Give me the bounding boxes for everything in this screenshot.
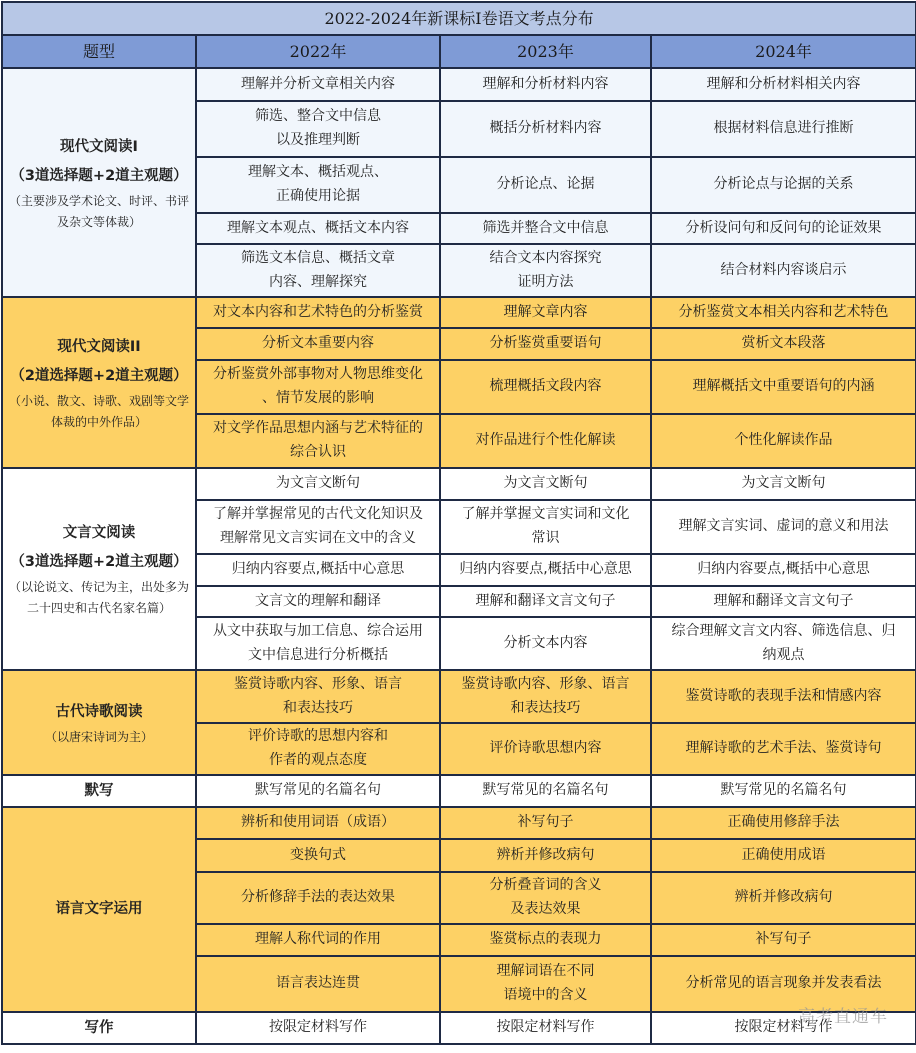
cell-2023: 按限定材料写作: [440, 1012, 651, 1044]
cell-2024: 理解概括文中重要语句的内涵: [651, 360, 916, 414]
category-name: 现代文阅读I: [60, 138, 138, 155]
cell-2024: 按限定材料写作: [651, 1012, 916, 1044]
table-row: [2, 670, 916, 723]
cell-2022: 辨析和使用词语（成语）: [196, 807, 440, 839]
cell-2023: 筛选并整合文中信息: [440, 213, 651, 244]
exam-distribution-table-wrapper: [1, 1, 915, 1045]
cell-2024: 赏析文本段落: [651, 328, 916, 360]
cell-2024: 正确使用成语: [651, 839, 916, 872]
category-name: 语言文字运用: [55, 901, 143, 917]
cell-2024: 正确使用修辞手法: [651, 807, 916, 839]
cell-2024: 根据材料信息进行推断: [651, 101, 916, 157]
cell-2024: 综合理解文言文内容、筛选信息、归 纳观点: [651, 617, 916, 670]
category-name: 现代文阅读II: [57, 338, 141, 355]
cell-2022: 理解并分析文章相关内容: [196, 68, 440, 101]
cell-2022: 鉴赏诗歌内容、形象、语言 和表达技巧: [196, 670, 440, 723]
cell-2024: 分析设问句和反问句的论证效果: [651, 213, 916, 244]
cell-2022: 按限定材料写作: [196, 1012, 440, 1044]
cell-2023: 分析叠音词的含义 及表达效果: [440, 872, 651, 924]
cell-2023: 结合文本内容探究 证明方法: [440, 244, 651, 297]
category-note: （以论说文、传记为主，出处多为二十四史和古代名家名篇）: [9, 580, 190, 615]
cell-2024: 理解文言实词、虚词的意义和用法: [651, 500, 916, 554]
cell-2023: 为文言文断句: [440, 468, 651, 500]
cell-2022: 分析鉴赏外部事物对人物思维变化 、情节发展的影响: [196, 360, 440, 414]
cell-2024: 辨析并修改病句: [651, 872, 916, 924]
cell-2023: 理解和翻译文言文句子: [440, 586, 651, 617]
cell-2024: 理解诗歌的艺术手法、鉴赏诗句: [651, 723, 916, 775]
cell-2024: 归纳内容要点,概括中心意思: [651, 554, 916, 586]
category-name: 古代诗歌阅读: [55, 703, 143, 720]
category-cell: [2, 297, 196, 468]
cell-2023: 了解并掌握文言实词和文化 常识: [440, 500, 651, 554]
category-cell: [2, 775, 196, 807]
cell-2023: 评价诗歌思想内容: [440, 723, 651, 775]
cell-2022: 评价诗歌的思想内容和 作者的观点态度: [196, 723, 440, 775]
cell-2022: 理解文本观点、概括文本内容: [196, 213, 440, 244]
table-row: [2, 775, 916, 807]
cell-2023: 理解词语在不同 语境中的含义: [440, 956, 651, 1012]
cell-2024: 分析论点与论据的关系: [651, 157, 916, 213]
category-cell: [2, 68, 196, 297]
cell-2023: 分析鉴赏重要语句: [440, 328, 651, 360]
header-question-type: 题型: [2, 35, 196, 68]
cell-2022: 筛选、整合文中信息 以及推理判断: [196, 101, 440, 157]
category-name: 默写: [84, 782, 114, 799]
table-body: [2, 68, 916, 1044]
cell-2023: 默写常见的名篇名句: [440, 775, 651, 807]
category-note: （小说、散文、诗歌、戏剧等文学体裁的中外作品）: [9, 393, 190, 429]
cell-2022: 理解人称代词的作用: [196, 924, 440, 956]
cell-2024: 为文言文断句: [651, 468, 916, 500]
cell-2024: 分析常见的语言现象并发表看法: [651, 956, 916, 1012]
category-cell: [2, 468, 196, 670]
category-cell: [2, 670, 196, 775]
table-row: [2, 807, 916, 839]
cell-2022: 筛选文本信息、概括文章 内容、理解探究: [196, 244, 440, 297]
cell-2022: 理解文本、概括观点、 正确使用论据: [196, 157, 440, 213]
cell-2022: 归纳内容要点,概括中心意思: [196, 554, 440, 586]
table-row: [2, 468, 916, 500]
table-row: [2, 1012, 916, 1044]
category-name: 写作: [84, 1019, 114, 1036]
watermark-text: 高考直通车: [798, 1007, 888, 1027]
cell-2024: 分析鉴赏文本相关内容和艺术特色: [651, 297, 916, 328]
cell-2022: 语言表达连贯: [196, 956, 440, 1012]
cell-2023: 鉴赏标点的表现力: [440, 924, 651, 956]
cell-2024: 默写常见的名篇名句: [651, 775, 916, 807]
category-note: （主要涉及学术论文、时评、书评及杂文等体裁）: [9, 193, 190, 229]
cell-2022: 文言文的理解和翻译: [196, 586, 440, 617]
cell-2022: 默写常见的名篇名句: [196, 775, 440, 807]
cell-2022: 对文学作品思想内涵与艺术特征的 综合认识: [196, 414, 440, 468]
cell-2023: 理解和分析材料内容: [440, 68, 651, 101]
category-question-count: （3道选择题+2道主观题）: [10, 167, 188, 184]
cell-2023: 梳理概括文段内容: [440, 360, 651, 414]
cell-2024: 理解和分析材料相关内容: [651, 68, 916, 101]
cell-2024: 理解和翻译文言文句子: [651, 586, 916, 617]
exam-distribution-table: [1, 1, 916, 1045]
category-question-count: （2道选择题+2道主观题）: [10, 367, 188, 384]
cell-2023: 理解文章内容: [440, 297, 651, 328]
cell-2023: 鉴赏诗歌内容、形象、语言 和表达技巧: [440, 670, 651, 723]
category-name: 文言文阅读: [62, 525, 136, 541]
cell-2022: 从文中获取与加工信息、综合运用 文中信息进行分析概括: [196, 617, 440, 670]
header-year-2023: 2023年: [440, 35, 651, 68]
cell-2023: 补写句子: [440, 807, 651, 839]
cell-2023: 概括分析材料内容: [440, 101, 651, 157]
header-year-2022: 2022年: [196, 35, 440, 68]
cell-2024: 结合材料内容谈启示: [651, 244, 916, 297]
cell-2023: 分析论点、论据: [440, 157, 651, 213]
category-cell: [2, 807, 196, 1012]
category-question-count: （3道选择题+2道主观题）: [10, 554, 188, 570]
cell-2022: 对文本内容和艺术特色的分析鉴赏: [196, 297, 440, 328]
cell-2022: 分析文本重要内容: [196, 328, 440, 360]
category-note: （以唐宋诗词为主）: [44, 729, 153, 744]
cell-2022: 了解并掌握常见的古代文化知识及 理解常见文言实词在文中的含义: [196, 500, 440, 554]
cell-2023: 归纳内容要点,概括中心意思: [440, 554, 651, 586]
cell-2024: 个性化解读作品: [651, 414, 916, 468]
table-row: [2, 297, 916, 328]
table-row: [2, 68, 916, 101]
cell-2022: 变换句式: [196, 839, 440, 872]
table-title: 2022-2024年新课标I卷语文考点分布: [2, 2, 916, 35]
cell-2023: 分析文本内容: [440, 617, 651, 670]
category-cell: [2, 1012, 196, 1044]
cell-2023: 辨析并修改病句: [440, 839, 651, 872]
cell-2022: 分析修辞手法的表达效果: [196, 872, 440, 924]
cell-2024: 鉴赏诗歌的表现手法和情感内容: [651, 670, 916, 723]
cell-2023: 对作品进行个性化解读: [440, 414, 651, 468]
cell-2022: 为文言文断句: [196, 468, 440, 500]
cell-2024: 补写句子: [651, 924, 916, 956]
header-year-2024: 2024年: [651, 35, 916, 68]
